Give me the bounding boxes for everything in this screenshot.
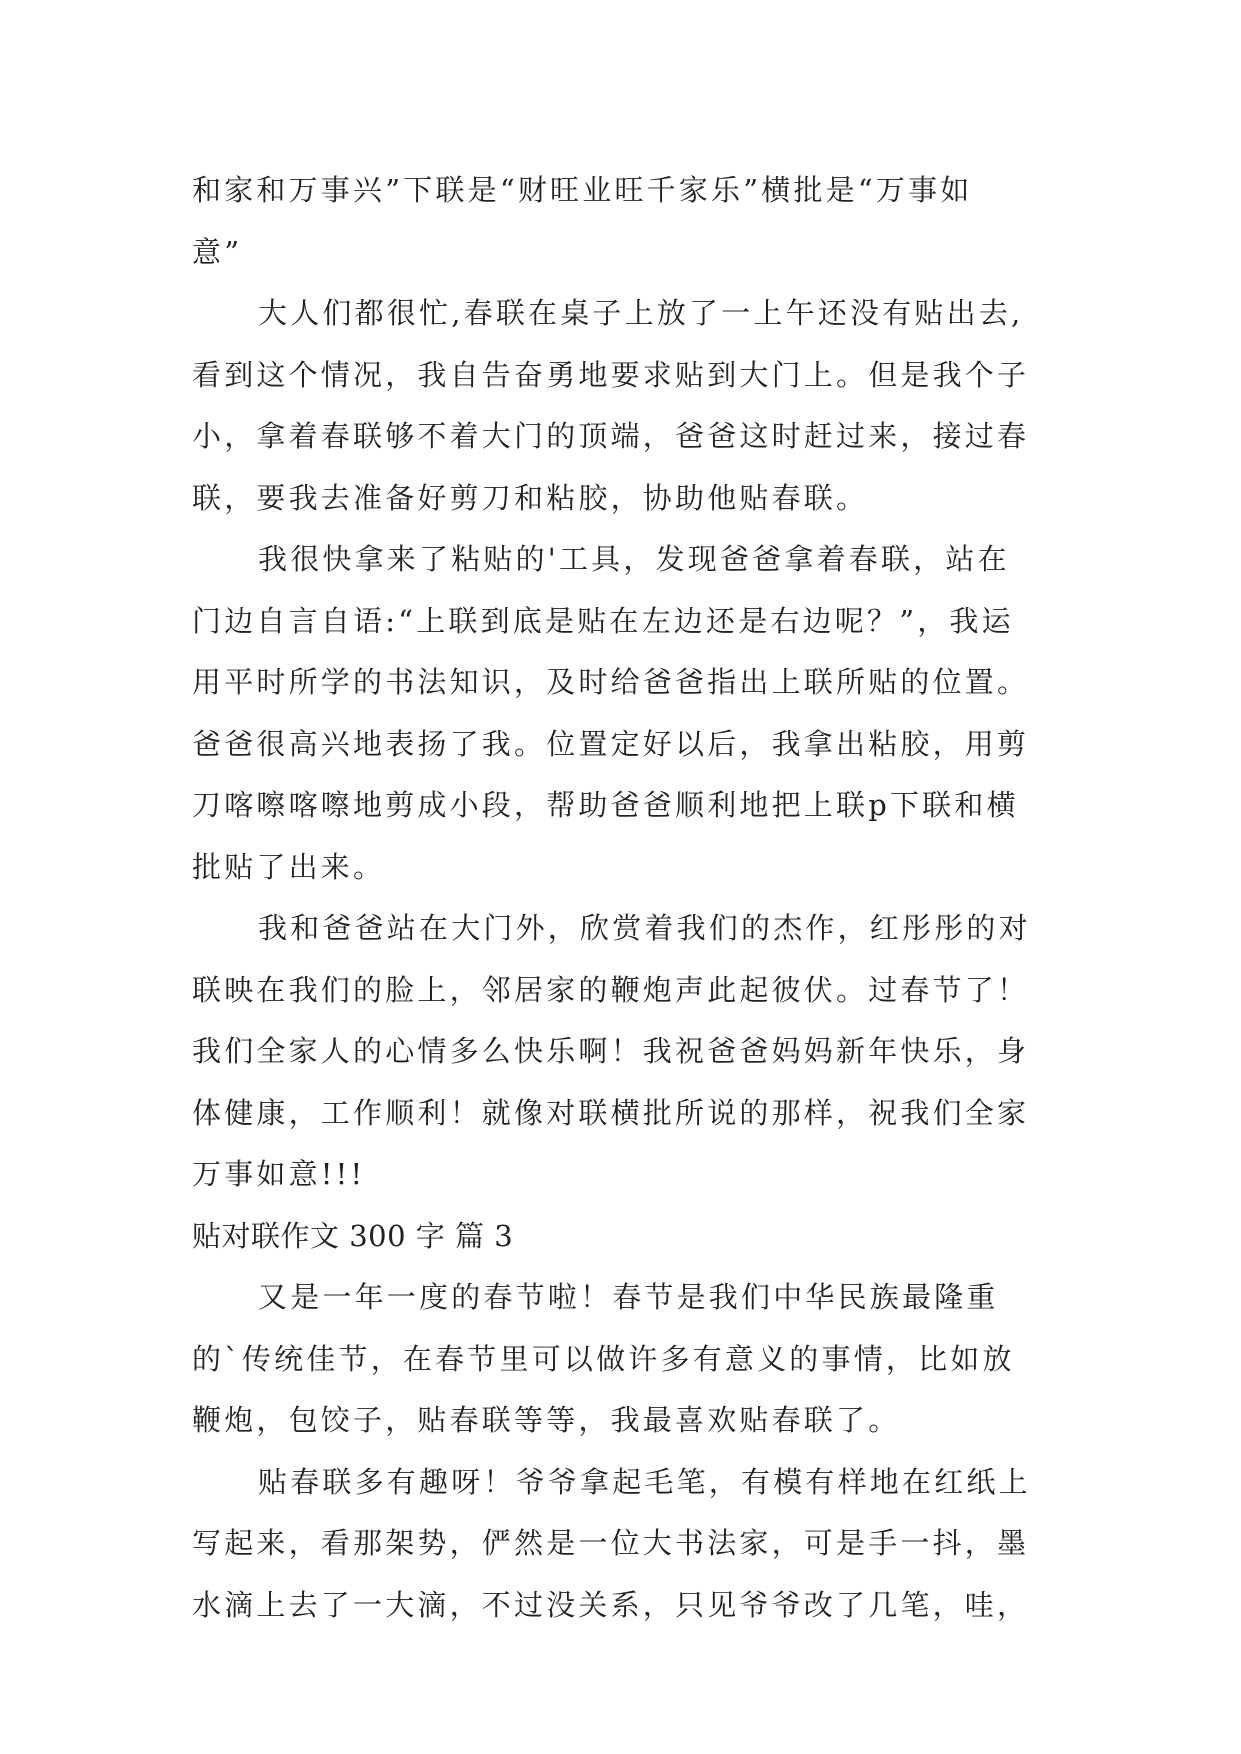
text-line: 我们全家人的心情多么快乐啊！我祝爸爸妈妈新年快乐，身: [192, 1034, 1030, 1068]
text-line: 门边自言自语:“上联到底是贴在左边还是右边呢？”，我运: [192, 603, 1014, 638]
text-line: 意”: [192, 234, 243, 269]
paragraph-start-line: 又是一年一度的春节啦！春节是我们中华民族最隆重: [258, 1280, 999, 1314]
document-body: [192, 160, 1092, 1636]
paragraph-start-line: 大人们都很忙,春联在桌子上放了一上午还没有贴出去,: [258, 296, 1024, 330]
text-line: 批贴了出来。: [192, 849, 386, 884]
text-line: 鞭炮，包饺子，贴春联等等，我最喜欢贴春联了。: [192, 1403, 901, 1437]
text-line: 小，拿着春联够不着大门的顶端，爸爸这时赶过来，接过春: [192, 419, 1030, 453]
text-line: 联映在我们的脸上，邻居家的鞭炮声此起彼伏。过春节了！: [192, 972, 1030, 1007]
text-line: 联，要我去准备好剪刀和粘胶，协助他贴春联。: [192, 480, 869, 515]
text-line: 用平时所学的书法知识，及时给爸爸指出上联所贴的位置。: [192, 665, 1030, 699]
text-line: 和家和万事兴”下联是“财旺业旺千家乐”横批是“万事如: [192, 173, 973, 207]
text-line: 爸爸很高兴地表扬了我。位置定好以后，我拿出粘胶，用剪: [192, 726, 1030, 761]
paragraph-start-line: 贴春联多有趣呀！爷爷拿起毛笔，有模有样地在红纸上: [258, 1464, 1031, 1499]
text-line: 的`传统佳节，在春节里可以做许多有意义的事情，比如放: [192, 1341, 1015, 1376]
paragraph-start-line: 我很快拿来了粘贴的'工具，发现爸爸拿着春联，站在: [258, 542, 1010, 576]
paragraph-start-line: 我和爸爸站在大门外，欣赏着我们的杰作，红彤彤的对: [258, 911, 1031, 945]
section-heading: 贴对联作文 300 字 篇 3: [192, 1218, 514, 1253]
text-line: 万事如意!!!: [192, 1157, 366, 1191]
text-line: 写起来，看那架势，俨然是一位大书法家，可是手一抖，墨: [192, 1526, 1030, 1560]
text-line: 看到这个情况，我自告奋勇地要求贴到大门上。但是我个子: [192, 357, 1030, 392]
text-line: 体健康，工作顺利！就像对联横批所说的那样，祝我们全家: [192, 1095, 1030, 1130]
text-line: 水滴上去了一大滴，不过没关系，只见爷爷改了几笔，哇，: [192, 1587, 1030, 1622]
text-line: 刀喀嚓喀嚓地剪成小段，帮助爸爸顺利地把上联p下联和横: [192, 788, 1019, 822]
